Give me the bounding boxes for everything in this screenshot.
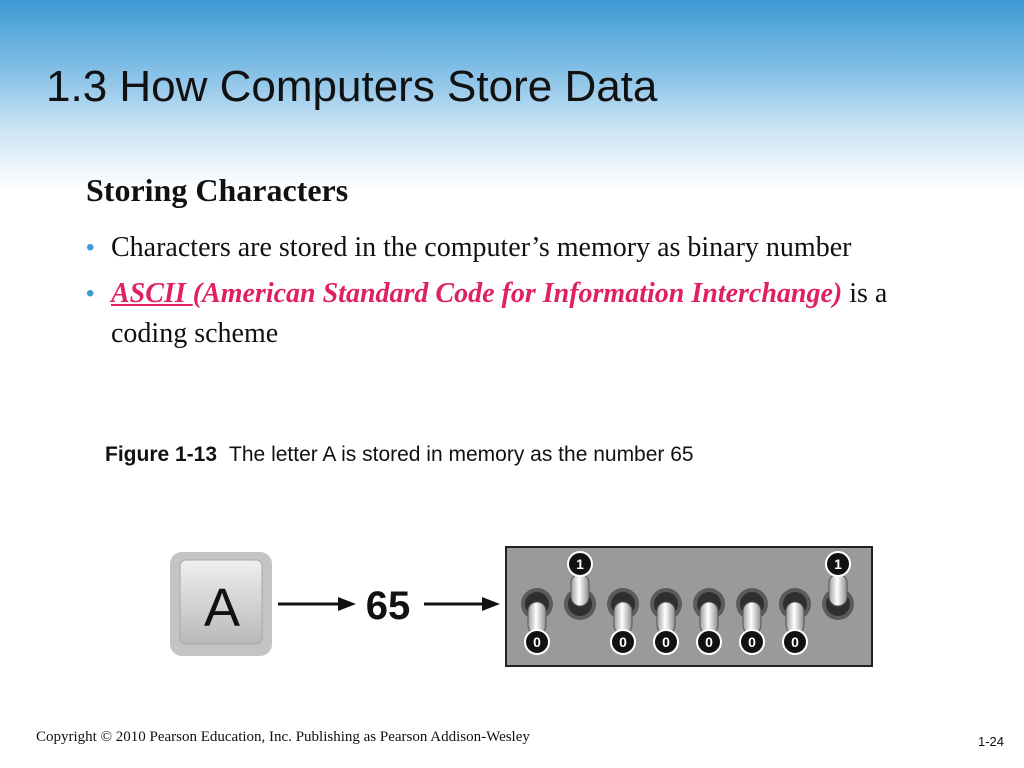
bullet-text-tail: is a coding scheme <box>111 278 888 349</box>
arrow-right-icon <box>424 597 500 611</box>
bit-label: 0 <box>705 634 713 650</box>
keyboard-key-icon <box>170 552 272 656</box>
key-letter: A <box>203 578 241 638</box>
ascii-expansion: (American Standard Code for Information Interchange) <box>192 278 843 309</box>
page-number: 1-24 <box>977 734 1004 749</box>
number-label: 65 <box>365 584 411 628</box>
figure-caption-text: The letter A is stored in memory as the number 65 <box>229 443 694 466</box>
footer-copyright: Copyright © 2010 Pearson Education, Inc. Publishing as Pearson Addison-Wesley <box>36 729 530 745</box>
bullet-item-1 <box>86 228 936 268</box>
arrow-right-icon <box>278 597 356 611</box>
memory-panel <box>506 547 872 666</box>
bullet-icon: • <box>86 280 95 307</box>
figure-label: Figure 1-13 <box>105 443 218 466</box>
bit-label: 0 <box>619 634 627 650</box>
bit-label: 0 <box>791 634 799 650</box>
section-heading: Storing Characters <box>86 172 349 208</box>
slide-title: 1.3 How Computers Store Data <box>46 62 658 111</box>
bullet-text: Characters are stored in the computer’s memory as binary number <box>111 232 852 263</box>
ascii-link[interactable]: ASCII <box>111 278 193 309</box>
bullet-item-2 <box>86 274 936 354</box>
figure-illustration <box>160 540 890 672</box>
bullet-icon: • <box>86 234 95 261</box>
figure-caption <box>105 443 694 467</box>
bit-label: 1 <box>576 556 584 572</box>
bullet-list <box>86 228 936 360</box>
bit-label: 0 <box>662 634 670 650</box>
bit-label: 0 <box>748 634 756 650</box>
bit-label: 1 <box>834 556 842 572</box>
bit-label: 0 <box>533 634 541 650</box>
